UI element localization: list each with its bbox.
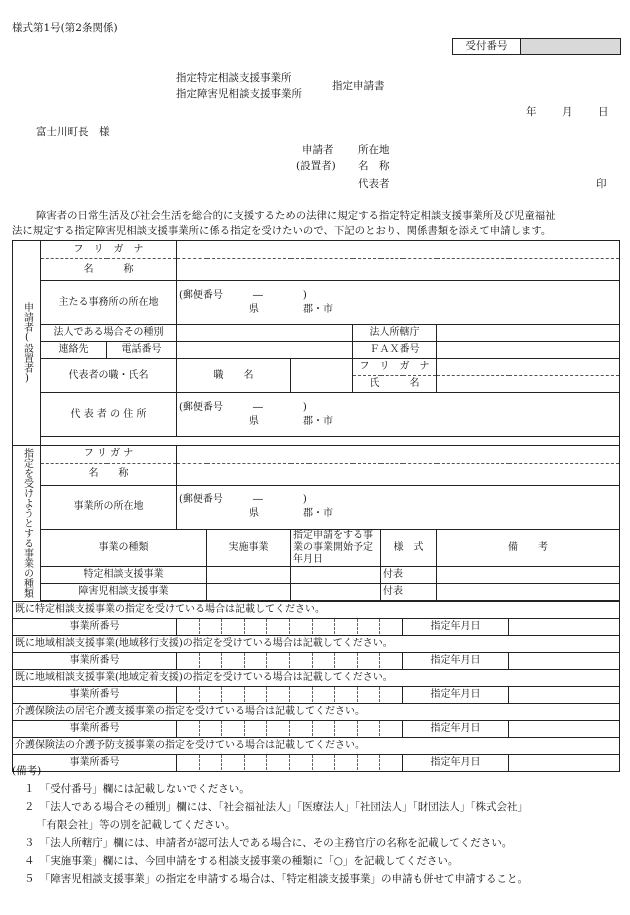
prior-transition-note: 既に地域相談支援事業(地域移行支援)の指定を受けている場合は記載してください。 [13, 635, 620, 652]
date-year: 年 [526, 106, 537, 118]
position-field[interactable] [291, 359, 353, 393]
rep-postal-code: (郵便番号 ― ) [179, 401, 307, 413]
rep-label: 代表者 [358, 178, 390, 190]
note-4: ４ 「実施事業」欄には、今回申請をする相談支援事業の種類に「○」を記載してください。 [24, 855, 459, 867]
svc1-remarks-field[interactable] [437, 566, 620, 583]
section-business-type: 指定を受けようとする事業の種類 [13, 445, 41, 601]
notes-heading: (備考) [12, 765, 42, 777]
phone-field[interactable] [177, 342, 353, 359]
prior-specific-note: 既に特定相談支援事業の指定を受けている場合は記載してください。 [13, 601, 620, 618]
rep-title-name-label: 代表者の職・氏名 [41, 359, 177, 393]
date-day: 日 [598, 106, 609, 118]
biz-furigana-field[interactable] [177, 445, 620, 463]
prior-home-care-note: 介護保険法の居宅介護支援事業の指定を受けている場合は記載してください。 [13, 703, 620, 720]
svc1-implement-field[interactable] [207, 566, 291, 583]
receipt-number-box [452, 38, 621, 55]
biz-address-label: 事業所の所在地 [41, 485, 177, 529]
receipt-label: 受付番号 [453, 39, 521, 54]
full-name-label: 氏 名 [353, 376, 437, 393]
biz-furigana-label: フ リ ガ ナ [41, 445, 177, 463]
note-1: １ 「受付番号」欄には記載しないでください。 [24, 783, 250, 795]
phone-label: 電話番号 [107, 342, 177, 359]
section-applicant: 申請者(設置者) [13, 241, 41, 446]
designated-date-field-1[interactable] [509, 618, 620, 635]
rep-address-label: 代 表 者 の 住 所 [41, 393, 177, 437]
notes-section [12, 762, 528, 888]
full-name-field[interactable] [437, 376, 620, 393]
corp-type-label: 法人である場合その種別 [41, 325, 177, 342]
date-month: 月 [562, 106, 573, 118]
address-label: 所在地 [358, 144, 390, 156]
biz-name-field[interactable] [177, 463, 620, 485]
note-3: ３ 「法人所轄庁」欄には、申請者が認可法人である場合に、その主務官庁の名称を記載してください。 [24, 837, 513, 849]
founder-label: (設置者) [296, 160, 336, 172]
remarks-header: 備 考 [437, 529, 620, 566]
fax-field[interactable] [437, 342, 620, 359]
office-no-label-2: 事業所番号 [13, 652, 177, 669]
applicant-label: 申請者 [302, 144, 334, 156]
designated-date-field-2[interactable] [509, 652, 620, 669]
designated-date-label-2: 指定年月日 [403, 652, 509, 669]
svc1-start-date-field[interactable] [291, 566, 381, 583]
county-city-label: 郡・市 [303, 303, 333, 315]
rep-address-field[interactable] [177, 393, 620, 437]
svc-child-consultation: 障害児相談支援事業 [41, 583, 207, 600]
note-2a: ２ 「法人である場合その種別」欄には、「社会福祉法人」「医療法人」「社団法人」「財団法人」「株式会社」 [24, 801, 528, 813]
furigana-field[interactable] [177, 241, 620, 259]
biz-pref-label: 県 [249, 508, 259, 519]
designated-date-label-1: 指定年月日 [403, 618, 509, 635]
prior-settlement-note: 既に地域相談支援事業(地域定着支援)の指定を受けている場合は記載してください。 [13, 669, 620, 686]
office-no-label-4: 事業所番号 [13, 720, 177, 737]
receipt-number-field[interactable] [521, 39, 620, 54]
title-line1: 指定特定相談支援事業所 [176, 72, 292, 84]
application-table [12, 240, 620, 772]
corp-office-field[interactable] [437, 325, 620, 342]
svc2-remarks-field[interactable] [437, 583, 620, 600]
office-no-field-4[interactable] [177, 720, 403, 737]
title-block [176, 70, 302, 102]
position-label: 職 名 [177, 359, 291, 393]
svc2-start-date-field[interactable] [291, 583, 381, 600]
designated-date-label-3: 指定年月日 [403, 686, 509, 703]
title-line2: 指定障害児相談支援事業所 [176, 88, 302, 100]
start-date-header: 指定申請をする事業の事業開始予定年月日 [291, 529, 381, 566]
contact-label: 連絡先 [41, 342, 107, 359]
note-2b: 「有限会社」等の別を記載してください。 [36, 819, 236, 831]
rep-county-city-label: 郡・市 [303, 415, 333, 427]
business-type-header: 事業の種類 [41, 529, 207, 566]
designated-date-field-3[interactable] [509, 686, 620, 703]
note-5: ５ 「障害児相談支援事業」の指定を申請する場合は、「特定相談支援事業」の申請も併せて申請すること。 [24, 873, 528, 885]
office-no-field-3[interactable] [177, 686, 403, 703]
office-address-field[interactable] [177, 281, 620, 325]
rep-furigana-label: フ リ ガ ナ [353, 359, 437, 376]
name-label: 名 称 [358, 160, 390, 172]
name-field[interactable] [177, 259, 620, 281]
postal-code: (郵便番号 ― ) [179, 289, 307, 301]
corp-office-label: 法人所轄庁 [353, 325, 437, 342]
intro-line2: 法に規定する指定障害児相談支援事業所に係る指定を受けたいので、下記のとおり、関係書類を添えて申請します。 [12, 225, 552, 237]
office-address-label: 主たる事務所の所在地 [41, 281, 177, 325]
pref-label: 県 [249, 303, 259, 315]
office-no-field-2[interactable] [177, 652, 403, 669]
title-suffix: 指定申請書 [332, 80, 385, 92]
designated-date-label-4: 指定年月日 [403, 720, 509, 737]
biz-name-label: 名 称 [41, 463, 177, 485]
rep-pref-label: 県 [249, 415, 259, 427]
biz-county-city-label: 郡・市 [303, 508, 333, 519]
form-number: 様式第1号(第2条関係) [12, 22, 118, 34]
office-no-label-5: 事業所番号 [13, 754, 177, 771]
corp-type-field[interactable] [177, 325, 353, 342]
addressee: 富士川町長 様 [36, 126, 110, 138]
rep-furigana-field[interactable] [437, 359, 620, 376]
svc2-attach: 付表 [381, 583, 437, 600]
office-no-field-1[interactable] [177, 618, 403, 635]
style-header: 様 式 [381, 529, 437, 566]
svc2-implement-field[interactable] [207, 583, 291, 600]
biz-address-field[interactable] [177, 485, 620, 529]
intro-line1: 障害者の日常生活及び社会生活を総合的に支援するための法律に規定する指定特定相談支援事業所及び児童福祉 [36, 210, 556, 222]
furigana-label: フ リ ガ ナ [41, 241, 177, 259]
prior-prevention-note: 介護保険法の介護予防支援事業の指定を受けている場合は記載してください。 [13, 737, 620, 754]
seal-mark: 印 [596, 178, 607, 190]
implement-header: 実施事業 [207, 529, 291, 566]
office-no-label-3: 事業所番号 [13, 686, 177, 703]
biz-postal-code: (郵便番号 ― ) [179, 494, 307, 505]
name-row-label: 名 称 [41, 259, 177, 281]
designated-date-field-4[interactable] [509, 720, 620, 737]
office-no-label-1: 事業所番号 [13, 618, 177, 635]
svc-specific-consultation: 特定相談支援事業 [41, 566, 207, 583]
svc1-attach: 付表 [381, 566, 437, 583]
designated-date-label-5: 指定年月日 [403, 754, 509, 771]
fax-label: ＦＡＸ番号 [353, 342, 437, 359]
